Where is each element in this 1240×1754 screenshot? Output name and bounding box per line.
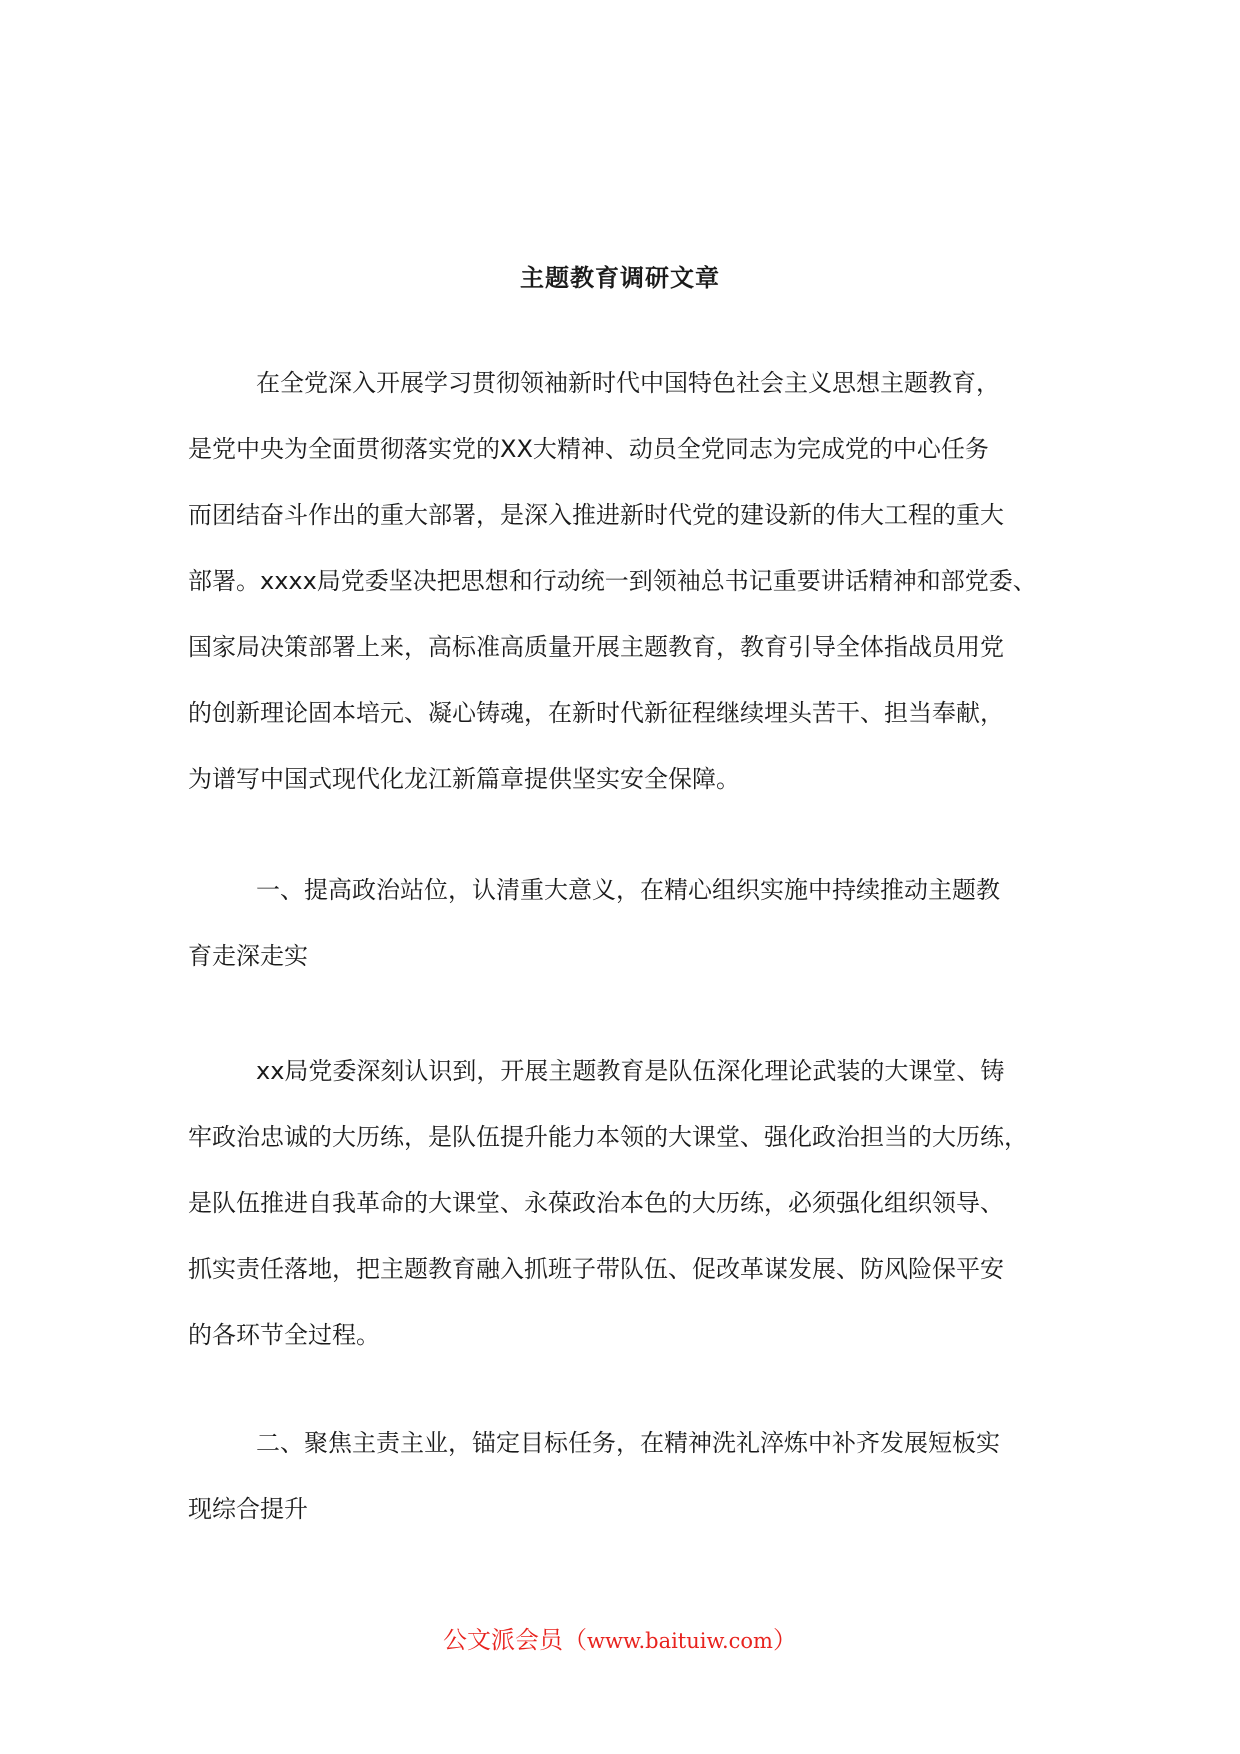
footer-close: ） xyxy=(772,1626,797,1654)
paragraph-line: 国家局决策部署上来，高标准高质量开展主题教育，教育引导全体指战员用党 xyxy=(188,633,1004,661)
paragraph-line: 的各环节全过程。 xyxy=(188,1321,380,1349)
intro-paragraph xyxy=(188,366,1068,828)
paragraph-line: 的创新理论固本培元、凝心铸魂，在新时代新征程继续埋头苦干、担当奉献， xyxy=(188,699,1004,727)
paragraph-line: 抓实责任落地，把主题教育融入抓班子带队伍、促改革谋发展、防风险保平安 xyxy=(188,1255,1004,1283)
paragraph-line: 牢政治忠诚的大历练，是队伍提升能力本领的大课堂、强化政治担当的大历练， xyxy=(188,1123,1028,1151)
document-title: 主题教育调研文章 xyxy=(520,264,720,292)
heading-line: 一、提高政治站位，认清重大意义，在精心组织实施中持续推动主题教 xyxy=(256,876,1000,904)
footer-url[interactable]: www.baituiw.com xyxy=(587,1629,773,1653)
heading-line: 现综合提升 xyxy=(188,1495,308,1523)
heading-line: 育走深走实 xyxy=(188,942,308,970)
heading-line: 二、聚焦主责主业，锚定目标任务，在精神洗礼淬炼中补齐发展短板实 xyxy=(256,1429,1000,1457)
footer-watermark xyxy=(0,1620,1240,1655)
paragraph-line: 而团结奋斗作出的重大部署，是深入推进新时代党的建设新的伟大工程的重大 xyxy=(188,501,1004,529)
paragraph-line: 为谱写中国式现代化龙江新篇章提供坚实安全保障。 xyxy=(188,765,740,793)
paragraph-line: 在全党深入开展学习贯彻领袖新时代中国特色社会主义思想主题教育， xyxy=(256,369,1000,397)
section1-body xyxy=(188,1054,1068,1384)
section2-heading xyxy=(188,1426,1068,1558)
section1-heading xyxy=(188,873,1068,1005)
footer-label: 公文派会员（ xyxy=(443,1626,588,1654)
paragraph-line: xx局党委深刻认识到，开展主题教育是队伍深化理论武装的大课堂、铸 xyxy=(256,1057,1005,1085)
paragraph-line: 是队伍推进自我革命的大课堂、永葆政治本色的大历练，必须强化组织领导、 xyxy=(188,1189,1004,1217)
paragraph-line: 是党中央为全面贯彻落实党的XX大精神、动员全党同志为完成党的中心任务 xyxy=(188,435,989,463)
paragraph-line: 部署。xxxx局党委坚决把思想和行动统一到领袖总书记重要讲话精神和部党委、 xyxy=(188,567,1037,595)
